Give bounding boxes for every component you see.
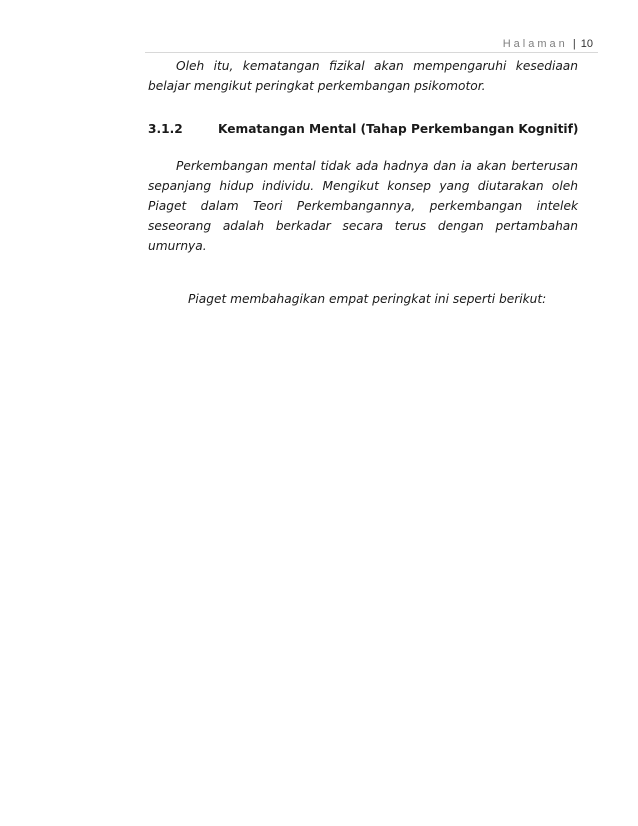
section-heading xyxy=(148,122,588,136)
page-number: 10 xyxy=(580,38,593,50)
section-title: Kematangan Mental (Tahap Perkembangan Kognitif) xyxy=(218,122,579,136)
page-header xyxy=(503,38,593,50)
paragraph-mental: Perkembangan mental tidak ada hadnya dan ia akan berterusan sepanjang hidup individu. Mengikut konsep yang diutarakan oleh Piaget dalam Teori Perkembangannya, perkembangan intelek seseorang adalah berkadar secara terus dengan pertambahan umurnya. xyxy=(148,159,578,253)
header-separator: | xyxy=(572,38,576,50)
header-label: Halaman xyxy=(502,38,568,50)
header-rule xyxy=(145,52,598,53)
section-number: 3.1.2 xyxy=(148,122,183,136)
paragraph-piaget: Piaget membahagikan empat peringkat ini seperti berikut: xyxy=(188,292,547,306)
paragraph-fizikal: Oleh itu, kematangan fizikal akan mempengaruhi kesediaan belajar mengikut peringkat perkembangan psikomotor. xyxy=(148,59,578,93)
